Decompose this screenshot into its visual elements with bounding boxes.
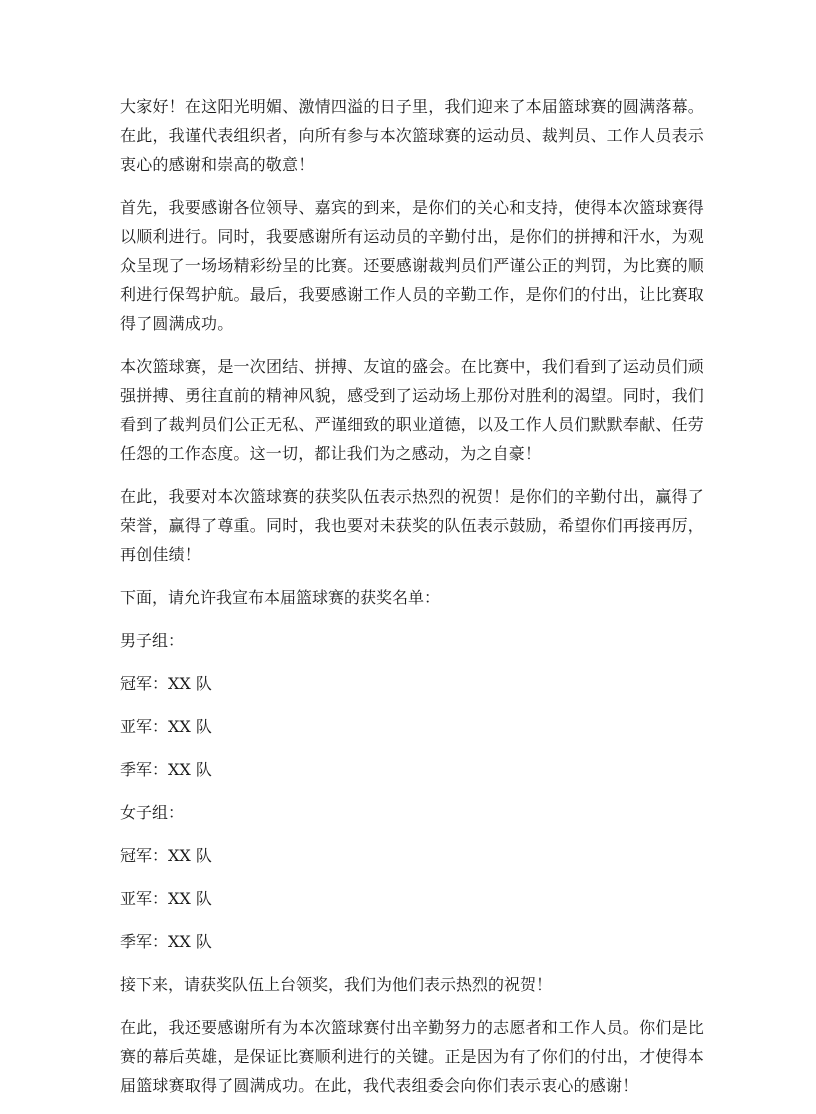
men-group-heading: 男子组： bbox=[120, 631, 185, 650]
men-champion: 冠军：XX 队 bbox=[120, 674, 212, 693]
women-third: 季军：XX 队 bbox=[120, 932, 212, 951]
women-group-heading: 女子组： bbox=[120, 803, 185, 822]
paragraph-thanks: 首先，我要感谢各位领导、嘉宾的到来，是你们的关心和支持，使得本次篮球赛得以顺利进行。同时，我要感谢所有运动员的辛勤付出，是你们的拼搏和汗水，为观众呈现了一场场精彩纷呈的比赛。还要感谢裁判员们严谨公正的判罚，为比赛的顺利进行保驾护航。最后，我要感谢工作人员的辛勤工作，是你们的付出，让比赛取得了圆满成功。 bbox=[120, 198, 704, 333]
women-runner-up: 亚军：XX 队 bbox=[120, 889, 212, 908]
women-champion: 冠军：XX 队 bbox=[120, 846, 212, 865]
paragraph-opening: 大家好！在这阳光明媚、激情四溢的日子里，我们迎来了本届篮球赛的圆满落幕。在此，我谨代表组织者，向所有参与本次篮球赛的运动员、裁判员、工作人员表示衷心的感谢和崇高的敬意！ bbox=[120, 97, 704, 174]
men-third: 季军：XX 队 bbox=[120, 760, 212, 779]
paragraph-congratulations: 在此，我要对本次篮球赛的获奖队伍表示热烈的祝贺！是你们的辛勤付出，赢得了荣誉，赢得了尊重。同时，我也要对未获奖的队伍表示鼓励，希望你们再接再厉，再创佳绩！ bbox=[120, 487, 704, 564]
paragraph-volunteers: 在此，我还要感谢所有为本次篮球赛付出辛勤努力的志愿者和工作人员。你们是比赛的幕后英雄，是保证比赛顺利进行的关键。正是因为有了你们的付出，才使得本届篮球赛取得了圆满成功。在此，我代表组委会向你们表示衷心的感谢！ bbox=[120, 1018, 704, 1095]
paragraph-announce: 下面，请允许我宣布本届篮球赛的获奖名单： bbox=[120, 588, 441, 607]
paragraph-spirit: 本次篮球赛，是一次团结、拼搏、友谊的盛会。在比赛中，我们看到了运动员们顽强拼搏、勇往直前的精神风貌，感受到了运动场上那份对胜利的渴望。同时，我们看到了裁判员们公正无私、严谨细致的职业道德，以及工作人员们默默奉献、任劳任怨的工作态度。这一切，都让我们为之感动，为之自豪！ bbox=[120, 357, 704, 463]
men-runner-up: 亚军：XX 队 bbox=[120, 717, 212, 736]
paragraph-award-ceremony: 接下来，请获奖队伍上台领奖，我们为他们表示热烈的祝贺！ bbox=[120, 975, 553, 994]
document-body bbox=[120, 92, 704, 1114]
